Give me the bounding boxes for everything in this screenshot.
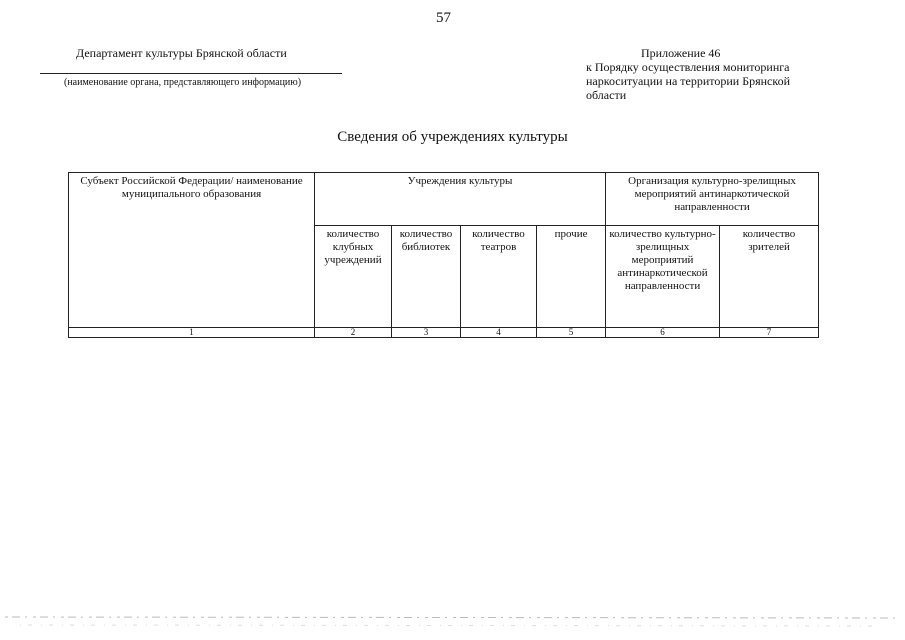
header-clubs-count: количество клубных учреждений bbox=[315, 226, 392, 328]
organization-caption: (наименование органа, представляющего информацию) bbox=[64, 77, 302, 88]
column-number-5: 5 bbox=[537, 328, 606, 338]
appendix-note bbox=[586, 46, 826, 102]
header-libraries-count: количество библиотек bbox=[392, 226, 461, 328]
header-culture-institutions: Учреждения культуры bbox=[315, 173, 606, 226]
header-theaters-count: количество театров bbox=[461, 226, 537, 328]
document-title: Сведения об учреждениях культуры bbox=[337, 129, 568, 145]
scan-artifact-line bbox=[0, 612, 905, 632]
header-other: прочие bbox=[537, 226, 606, 328]
column-number-1: 1 bbox=[69, 328, 315, 338]
appendix-number: Приложение 46 bbox=[641, 46, 721, 60]
column-number-6: 6 bbox=[606, 328, 720, 338]
header-events-count: количество культурно-зрелищных мероприятий антинаркотической направленности bbox=[606, 226, 720, 328]
column-number-3: 3 bbox=[392, 328, 461, 338]
header-antidrug-events: Организация культурно-зрелищных мероприятий антинаркотической направленности bbox=[606, 173, 819, 226]
page-number: 57 bbox=[436, 10, 451, 26]
column-number-4: 4 bbox=[461, 328, 537, 338]
organization-name: Департамент культуры Брянской области bbox=[76, 46, 287, 60]
header-subject: Субъект Российской Федерации/ наименование муниципального образования bbox=[69, 173, 315, 328]
column-number-7: 7 bbox=[720, 328, 819, 338]
appendix-reference: к Порядку осуществления мониторинга наркоситуации на территории Брянской области bbox=[586, 60, 791, 102]
header-viewers-count: количество зрителей bbox=[720, 226, 819, 328]
culture-institutions-table bbox=[68, 172, 819, 338]
organization-underline bbox=[40, 73, 342, 74]
column-number-2: 2 bbox=[315, 328, 392, 338]
